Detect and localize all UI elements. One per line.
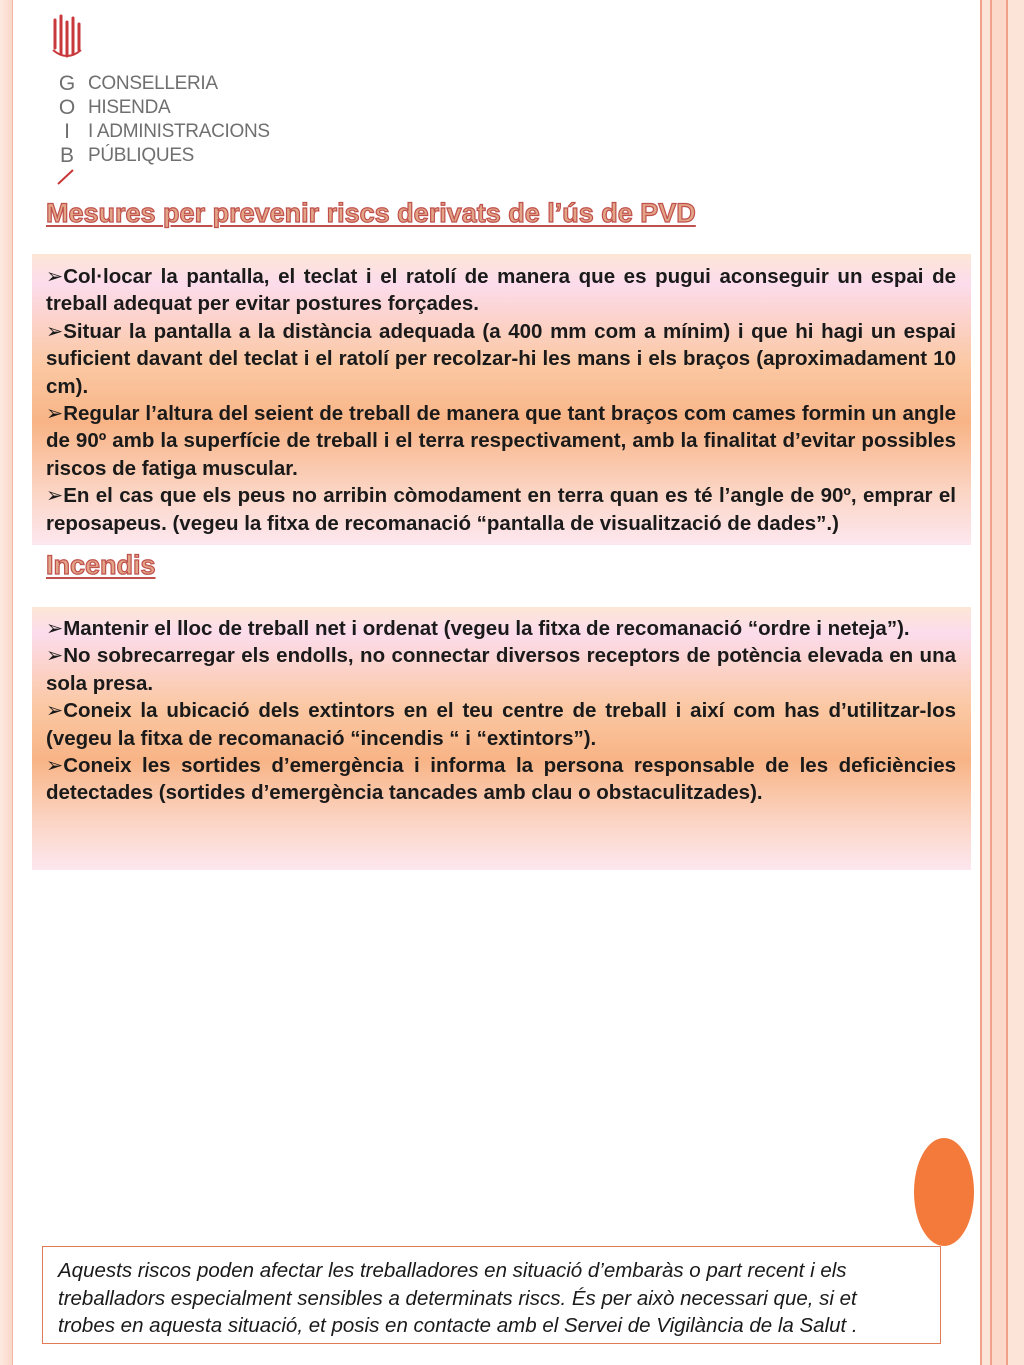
logo-letter: B <box>59 144 74 167</box>
list-item <box>46 400 956 482</box>
logo-line: PÚBLIQUES <box>88 145 195 166</box>
logo-department-name <box>88 72 270 168</box>
logo-line: HISENDA <box>88 97 171 118</box>
decorative-oval <box>914 1138 974 1246</box>
logo-letter: O <box>58 96 76 119</box>
bullet-arrow-icon: ➢ <box>46 754 64 778</box>
pvd-measures-list <box>46 263 956 537</box>
list-item <box>46 482 956 537</box>
list-item-text: Regular l’altura del seient de treball de manera que tant braços com cames formin un angle de 90º amb la superfície de treball i el terra respectivament, amb la finalitat d’evitar possibles riscos de fatiga muscular. <box>46 402 956 480</box>
list-item-text: Col·locar la pantalla, el teclat i el ratolí de manera que es pugui aconseguir un espai de treball adequat per evitar postures forçades. <box>46 265 956 316</box>
section-title-pvd: Mesures per prevenir riscs derivats de l’ús de PVD <box>46 198 696 228</box>
coat-of-arms-icon <box>52 14 82 58</box>
bullet-arrow-icon: ➢ <box>46 644 64 668</box>
bullet-arrow-icon: ➢ <box>46 699 64 723</box>
fire-measures-box <box>32 607 971 870</box>
fire-measures-list <box>46 615 956 807</box>
list-item-text: Situar la pantalla a la distància adequada (a 400 mm com a mínim) i que hi hagi un espai suficient davant del teclat i el ratolí per recolzar-hi les mans i els braços (aproximadament 10 cm). <box>46 319 956 398</box>
goib-logo <box>50 14 290 189</box>
bullet-arrow-icon: ➢ <box>46 484 64 508</box>
list-item <box>46 318 956 400</box>
list-item-text: No sobrecarregar els endolls, no connectar diversos receptors de potència elevada en una sola presa. <box>46 644 956 695</box>
bullet-arrow-icon: ➢ <box>46 617 64 640</box>
pvd-measures-box <box>32 254 971 545</box>
pregnancy-warning-note <box>42 1246 941 1344</box>
note-text: Aquests riscos poden afectar les treballadores en situació d’embaràs o part recent i els treballadors especialment sensibles a determinats riscs. És per això necessari que, si et trobes en aquesta situació, et posis en contacte amb el Servei de Vigilància de la Salut . <box>58 1259 858 1337</box>
bullet-arrow-icon: ➢ <box>46 402 64 426</box>
list-item <box>46 752 956 807</box>
list-item-text: En el cas que els peus no arribin còmodament en terra quan es té l’angle de 90º, emprar el reposapeus. (vegeu la fitxa de recomanació “pantalla de visualització de dades”.) <box>46 484 956 535</box>
logo-letter: G <box>58 72 76 95</box>
list-item <box>46 263 956 318</box>
list-item <box>46 642 956 697</box>
list-item <box>46 697 956 752</box>
page-frame-right <box>976 0 1024 1365</box>
list-item-text: Coneix les sortides d’emergència i informa la persona responsable de les deficiències detectades (sortides d’emergència tancades amb clau o obstaculitzades). <box>46 754 956 805</box>
list-item-text: Mantenir el lloc de treball net i ordenat (vegeu la fitxa de recomanació “ordre i neteja”). <box>63 617 910 640</box>
bullet-arrow-icon: ➢ <box>46 319 64 343</box>
bullet-arrow-icon: ➢ <box>46 265 64 288</box>
logo-line: CONSELLERIA <box>88 73 218 94</box>
section-title-incendis: Incendis <box>46 550 156 580</box>
page-frame-left <box>0 0 13 1365</box>
logo-line: I ADMINISTRACIONS <box>88 121 270 142</box>
logo-letters <box>56 72 78 168</box>
logo-slash-icon <box>56 168 76 186</box>
logo-letter: I <box>64 120 70 143</box>
list-item-text: Coneix la ubicació dels extintors en el teu centre de treball i així com has d’utilitzar-los (vegeu la fitxa de recomanació “incendis “ i “extintors”). <box>46 699 956 750</box>
list-item <box>46 615 956 642</box>
